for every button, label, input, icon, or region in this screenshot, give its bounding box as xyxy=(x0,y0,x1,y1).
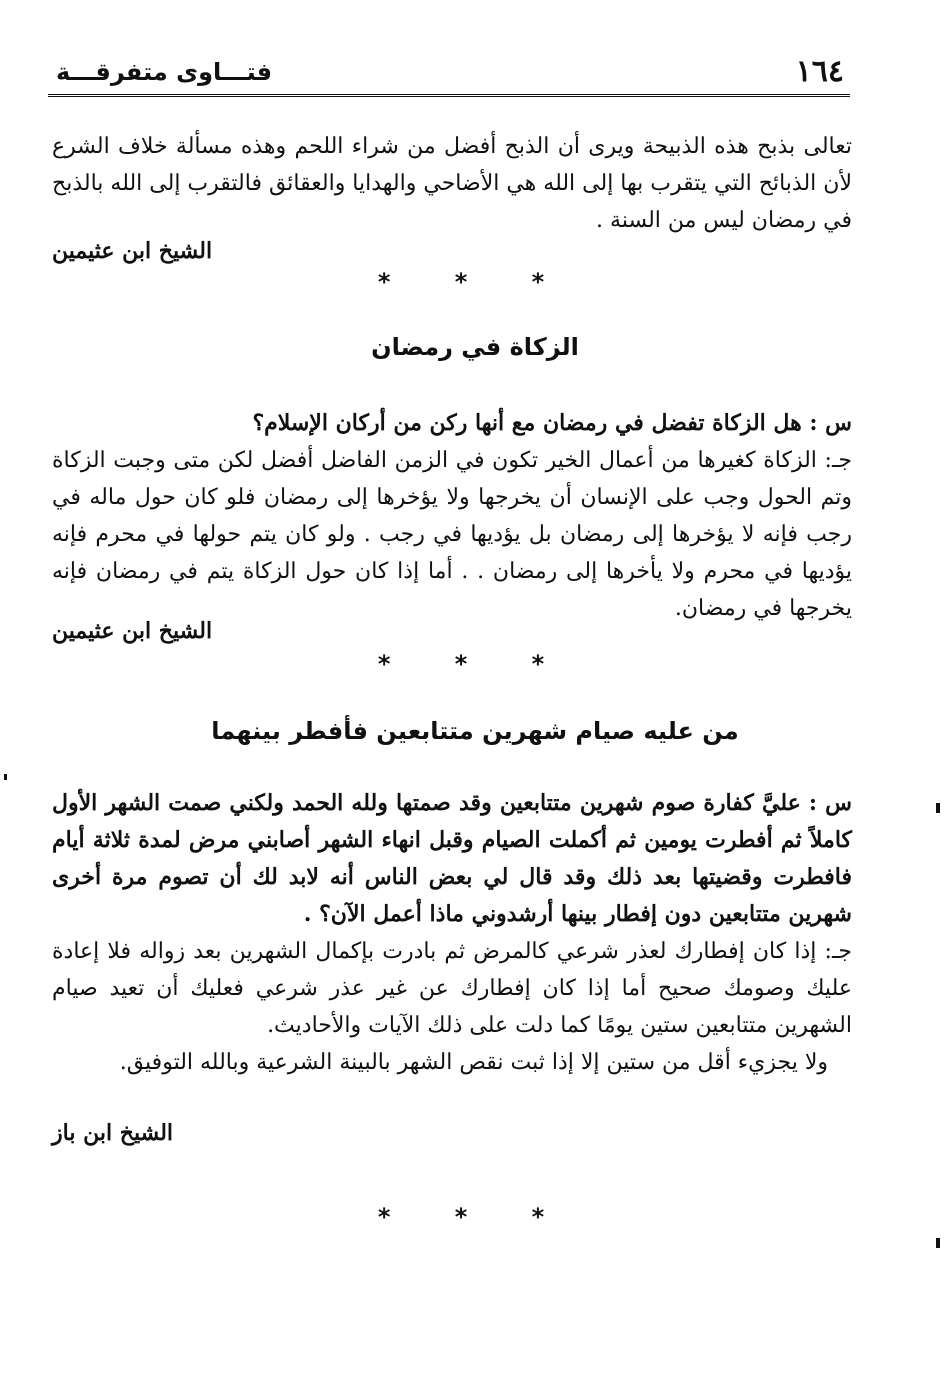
signature-ibn-baz: الشيخ ابن باز xyxy=(52,1120,174,1146)
page-number: ١٦٤ xyxy=(795,54,844,89)
separator-stars-3: * * * xyxy=(377,1203,573,1231)
scan-speck xyxy=(4,774,7,780)
signature-ibn-uthaymeen-1: الشيخ ابن عثيمين xyxy=(52,238,213,264)
section-title-two-months-fast: من عليه صيام شهرين متتابعين فأفطر بينهما xyxy=(211,717,739,745)
fast-answer: جـ: إذا كان إفطارك لعذر شرعي كالمرض ثم بادرت بإكمال الشهرين بعد زواله فلا إعادة عليك وصومك صحيح أما إذا كان إفطارك عن غير عذر شرعي فعليك أن تعيد صيام الشهرين متتابعين ستين يومًا كما دلت على ذلك الآيات والأحاديث. xyxy=(52,939,852,1038)
separator-stars-1: * * * xyxy=(377,268,573,296)
running-title: فتـــاوى متفرقـــة xyxy=(56,58,273,86)
continuation-paragraph: تعالى بذبح هذه الذبيحة ويرى أن الذبح أفضل من شراء اللحم وهذه مسألة خلاف الشرع لأن الذبائح التي يتقرب بها إلى الله هي الأضاحي والهدايا والعقائق فالتقرب إلى الله بالذبح في رمضان ليس من السنة . xyxy=(52,134,852,233)
fast-qa-block xyxy=(52,785,852,1081)
zakat-answer: جـ: الزكاة كغيرها من أعمال الخير تكون في الزمن الفاضل أفضل لكن متى وجبت الزكاة وتم الحول وجب على الإنسان أن يخرجها ولا يؤخرها إلى رمضان فلو كان حول ماله في رجب فإنه لا يؤخرها إلى رمضان بل يؤديها في رجب . ولو كان يتم حولها في محرم فإنه يؤديها في محرم ولا يأخرها إلى رمضان . . أما إذا كان حول الزكاة يتم في رمضان فإنه يخرجها في رمضان. xyxy=(52,448,852,621)
scan-speck xyxy=(936,803,940,813)
scan-speck xyxy=(936,1238,940,1248)
section-title-zakat: الزكاة في رمضان xyxy=(371,333,579,361)
separator-stars-2: * * * xyxy=(377,650,573,678)
zakat-question: س : هل الزكاة تفضل في رمضان مع أنها ركن من أركان الإسلام؟ xyxy=(252,410,852,436)
fast-note: ولا يجزيء أقل من ستين إلا إذا ثبت نقص الشهر بالبينة الشرعية وبالله التوفيق. xyxy=(119,1050,828,1075)
signature-ibn-uthaymeen-2: الشيخ ابن عثيمين xyxy=(52,618,213,644)
continuation-block xyxy=(52,128,852,239)
page-header xyxy=(48,52,850,97)
fast-question: س : عليَّ كفارة صوم شهرين متتابعين وقد صمتها ولله الحمد ولكني صمت الشهر الأول كاملاً ثم أفطرت يومين ثم أكملت الصيام وقبل انهاء الشهر أصابني مرض لمدة ثلاثة أيام فافطرت وقضيتها بعد ذلك وقد قال لي بعض الناس أنه لابد لك أن تصوم مرة أخرى شهرين متتابعين دون إفطار بينها أرشدوني ماذا أعمل الآن؟ . xyxy=(52,790,852,927)
zakat-qa-block xyxy=(52,405,852,627)
